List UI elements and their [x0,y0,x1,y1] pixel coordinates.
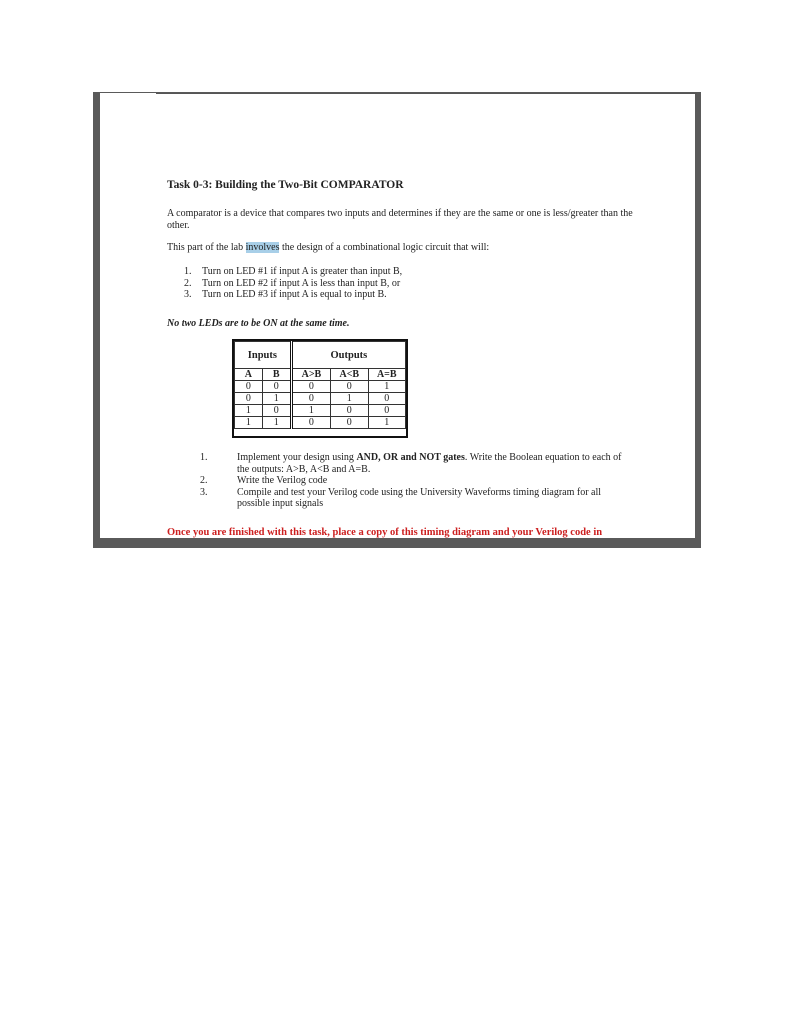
intro-paragraph: A comparator is a device that compares two inputs and determines if they are the same or one is less/greater than the other. [167,208,633,231]
list-item: 1. Implement your design using AND, OR and NOT gates. Write the Boolean equation to each of the outputs: A>B, A<B and A=B. [200,452,622,475]
column-header: B [262,369,291,381]
highlighted-word[interactable]: involves [245,242,280,253]
table-row: 1 0 1 0 0 [235,405,406,417]
column-header: A=B [368,369,406,381]
list-item: 2. Write the Verilog code [200,475,328,486]
column-header: A<B [331,369,368,381]
table-row: 0 0 0 0 1 [235,381,406,393]
column-header: A [235,369,263,381]
submission-instruction: Once you are finished with this task, place a copy of this timing diagram and your Verilog code in [167,527,603,538]
led-requirements-list [184,266,402,301]
list-item: 1. Turn on LED #1 if input A is greater than input B, [184,266,403,277]
column-header: A>B [291,369,330,381]
task-title: Task 0-3: Building the Two-Bit COMPARATOR [167,179,404,191]
implementation-steps [200,452,640,510]
lab-description-end: the design of a combinational logic circuit that will: [279,242,490,253]
list-item: 3. Compile and test your Verilog code using the University Waveforms timing diagram for all possible input signals [200,486,602,509]
table-row: 0 1 0 1 0 [235,393,406,405]
table-row: 1 1 0 0 1 [235,417,406,429]
lab-description [167,242,489,254]
list-item: 2. Turn on LED #2 if input A is less than input B, or [184,277,401,289]
truth-table [232,339,408,438]
led-constraint-note: No two LEDs are to be ON at the same time. [167,318,350,329]
page-top-rule [156,93,697,94]
outputs-header: Outputs [291,342,405,369]
inputs-header: Inputs [235,342,292,369]
list-item: 3. Turn on LED #3 if input A is equal to input B. [184,289,387,300]
lab-description-start: This part of the lab [167,242,246,253]
